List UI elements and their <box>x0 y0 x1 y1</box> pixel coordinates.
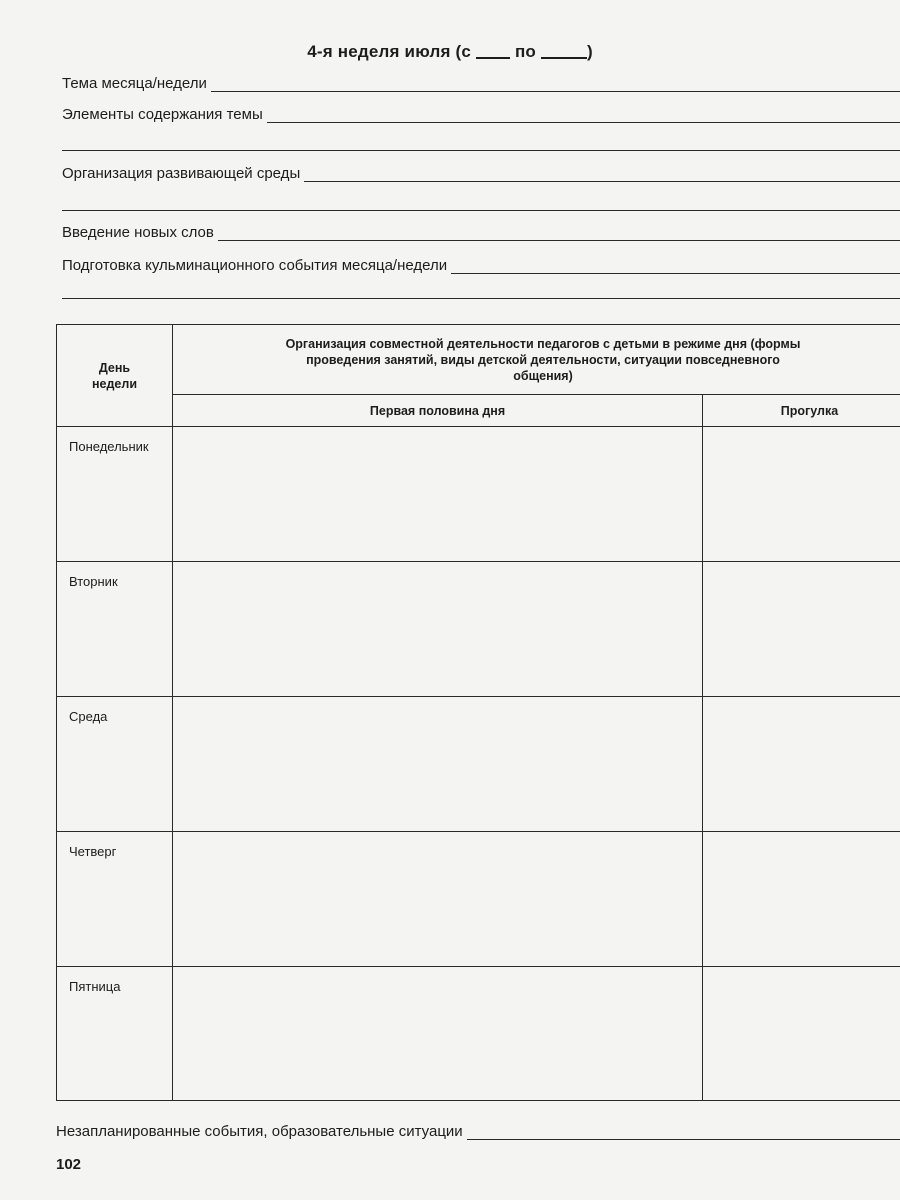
wednesday-first-half-cell[interactable] <box>173 697 703 832</box>
friday-walk-cell[interactable] <box>703 967 900 1101</box>
org-header: Организация совместной деятельности педагогов с детьми в режиме дня (формы проведения занятий, виды детской деятельности, ситуации повседневного общения) <box>173 325 900 395</box>
friday-first-half-cell[interactable] <box>173 967 703 1101</box>
theme-label: Тема месяца/недели <box>62 75 207 92</box>
new-words-field <box>62 221 900 241</box>
date-from-blank[interactable] <box>476 43 510 59</box>
day-header: День недели <box>57 325 173 427</box>
content-elements-label: Элементы содержания темы <box>62 106 263 123</box>
day-monday: Понедельник <box>57 427 173 562</box>
thursday-walk-cell[interactable] <box>703 832 900 967</box>
page-number: 102 <box>56 1156 82 1173</box>
table-row <box>57 427 900 562</box>
content-elements-field <box>62 103 900 123</box>
date-to-blank[interactable] <box>541 43 587 59</box>
table-row <box>57 697 900 832</box>
weekly-plan-table <box>56 324 900 1101</box>
table-row <box>57 967 900 1101</box>
culmination-field <box>62 254 900 274</box>
theme-field <box>62 72 900 92</box>
culmination-label: Подготовка кульминационного события месяца/недели <box>62 257 448 274</box>
tuesday-walk-cell[interactable] <box>703 562 900 697</box>
content-elements-line-2[interactable] <box>62 150 900 151</box>
content-elements-line[interactable] <box>267 106 900 123</box>
culmination-line-2[interactable] <box>62 298 900 299</box>
unplanned-line[interactable] <box>467 1123 900 1140</box>
monday-walk-cell[interactable] <box>703 427 900 562</box>
environment-label: Организация развивающей среды <box>62 165 301 182</box>
environment-line-2[interactable] <box>62 210 900 211</box>
unplanned-field <box>56 1120 900 1140</box>
first-half-header: Первая половина дня <box>173 395 703 427</box>
unplanned-label: Незапланированные события, образовательные ситуации <box>56 1123 463 1140</box>
thursday-first-half-cell[interactable] <box>173 832 703 967</box>
page-title: 4-я неделя июля (с по ) <box>307 42 593 61</box>
day-friday: Пятница <box>57 967 173 1101</box>
day-wednesday: Среда <box>57 697 173 832</box>
day-tuesday: Вторник <box>57 562 173 697</box>
tuesday-first-half-cell[interactable] <box>173 562 703 697</box>
theme-line[interactable] <box>211 75 900 92</box>
culmination-line[interactable] <box>451 257 900 274</box>
day-thursday: Четверг <box>57 832 173 967</box>
table-row <box>57 562 900 697</box>
environment-field <box>62 162 900 182</box>
wednesday-walk-cell[interactable] <box>703 697 900 832</box>
table-row <box>57 832 900 967</box>
new-words-line[interactable] <box>218 224 900 241</box>
walk-header: Прогулка <box>703 395 900 427</box>
monday-first-half-cell[interactable] <box>173 427 703 562</box>
new-words-label: Введение новых слов <box>62 224 214 241</box>
environment-line[interactable] <box>304 165 900 182</box>
